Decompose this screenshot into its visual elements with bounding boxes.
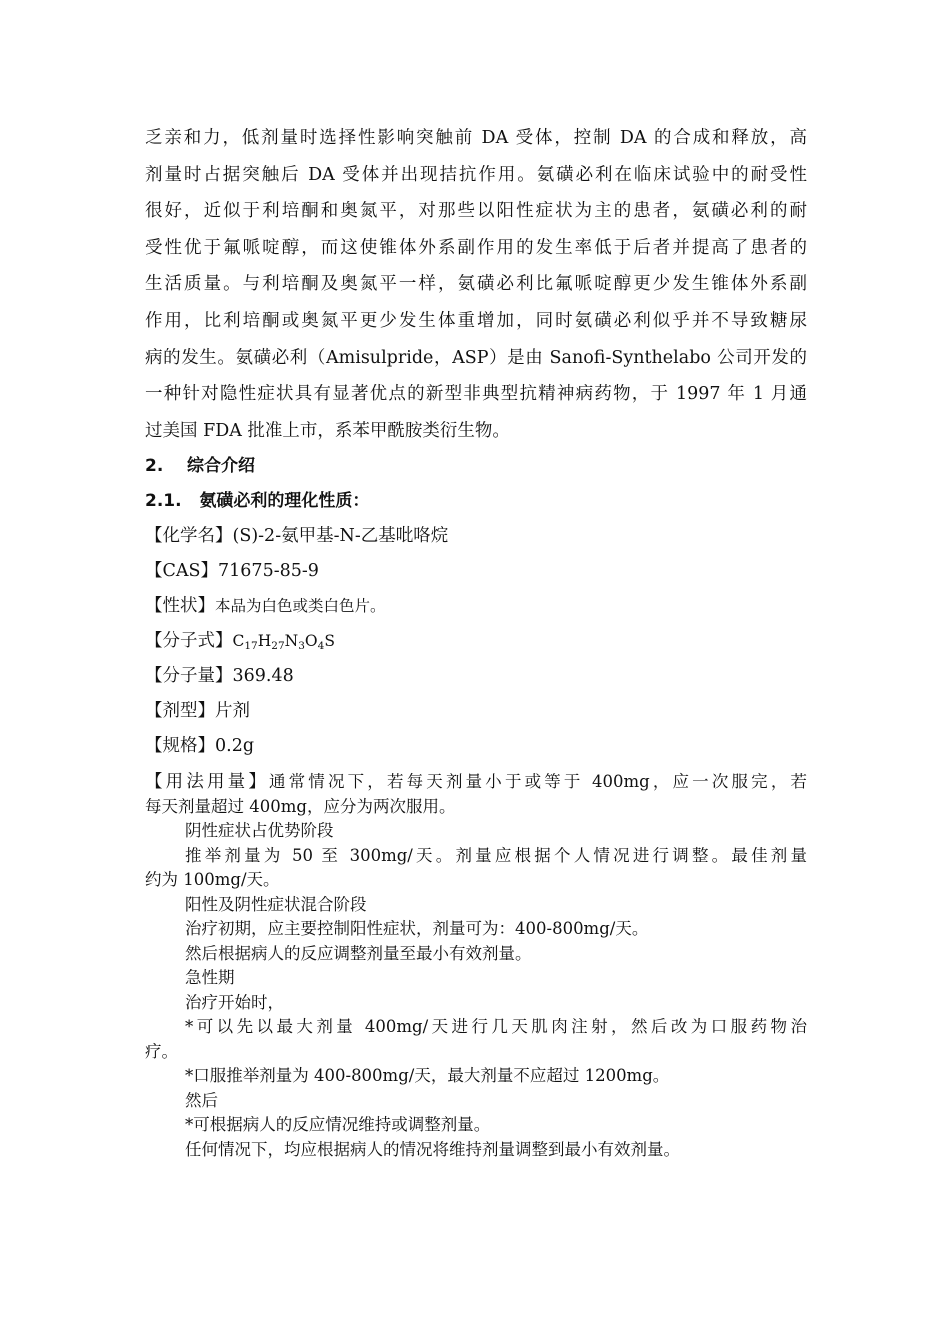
- page-content: [145, 120, 807, 1162]
- field-value: 片剂: [215, 701, 250, 722]
- formula-element: S: [324, 632, 335, 651]
- field-label: 【CAS】: [145, 561, 219, 582]
- usage-line: 任何情况下，均应根据病人的情况将维持剂量调整到最小有效剂量。: [185, 1139, 680, 1159]
- field-label: 【分子式】: [145, 631, 233, 652]
- field-label: 【分子量】: [145, 666, 233, 687]
- usage-text: 通常情况下，若每天剂量小于或等于 400mg，应一次服完，若: [268, 772, 808, 792]
- intro-line: 病的发生。氨磺必利（Amisulpride，ASP）是由 Sanofi-Synthelabo 公司开发的: [145, 347, 807, 368]
- usage-line: *可以先以最大剂量 400mg/天进行几天肌肉注射，然后改为口服药物治: [185, 1017, 807, 1037]
- field-label: 【化学名】: [145, 526, 233, 547]
- chem-name-field: [145, 519, 807, 554]
- intro-line: 生活质量。与利培酮及奥氮平一样，氨磺必利比氟哌啶醇更少发生锥体外系副: [145, 274, 807, 295]
- field-label: 【用法用量】: [145, 772, 269, 793]
- field-value: 本品为白色或类白色片。: [215, 597, 386, 616]
- formula-field: [145, 624, 807, 659]
- formula-element: H: [257, 632, 272, 651]
- usage-dosage-section: [145, 770, 807, 1162]
- formula-subscript: 17: [244, 640, 258, 653]
- formula-subscript: 4: [317, 640, 325, 653]
- usage-line: [145, 770, 807, 795]
- usage-line: *可根据病人的反应情况维持或调整剂量。: [185, 1115, 491, 1135]
- field-value: 0.2g: [215, 736, 255, 757]
- molecular-formula: [232, 632, 335, 653]
- section-heading-2: 2. 综合介绍: [145, 456, 255, 477]
- field-label: 【规格】: [145, 736, 215, 757]
- usage-line: 然后: [185, 1090, 218, 1110]
- appearance-field: [145, 589, 807, 624]
- usage-line: 治疗开始时，: [185, 992, 284, 1012]
- intro-line: 作用，比利培酮或奥氮平更少发生体重增加，同时氨磺必利似乎并不导致糖尿: [145, 310, 807, 331]
- formula-element: C: [232, 632, 245, 651]
- usage-line: 急性期: [185, 968, 235, 988]
- formula-element: O: [304, 632, 318, 651]
- intro-line: 受性优于氟哌啶醇，而这使锥体外系副作用的发生率低于后者并提高了患者的: [145, 237, 807, 258]
- intro-line: 过美国 FDA 批准上市，系苯甲酰胺类衍生物。: [145, 420, 510, 441]
- specification-field: [145, 729, 807, 764]
- field-value: 369.48: [232, 666, 294, 687]
- intro-line: 乏亲和力，低剂量时选择性影响突触前 DA 受体，控制 DA 的合成和释放，高: [145, 128, 807, 148]
- formula-subscript: 3: [298, 640, 305, 653]
- usage-line: 每天剂量超过 400mg，应分为两次服用。: [145, 796, 456, 816]
- usage-line: 疗。: [145, 1041, 178, 1061]
- dosage-form-field: [145, 694, 807, 729]
- usage-line: 约为 100mg/天。: [145, 870, 280, 890]
- section-heading-2-1: 2.1. 氨磺必利的理化性质：: [145, 491, 370, 512]
- intro-line: 一种针对隐性症状具有显著优点的新型非典型抗精神病药物，于 1997 年 1 月通: [145, 384, 807, 405]
- formula-subscript: 27: [271, 640, 285, 653]
- usage-line: *口服推举剂量为 400-800mg/天，最大剂量不应超过 1200mg。: [185, 1066, 670, 1086]
- field-value: (S)-2-氨甲基-N-乙基吡咯烷: [232, 526, 449, 547]
- usage-line: 推举剂量为 50 至 300mg/天。剂量应根据个人情况进行调整。最佳剂量: [185, 845, 807, 865]
- intro-line: 很好，近似于利培酮和奥氮平，对那些以阳性症状为主的患者，氨磺必利的耐: [145, 201, 807, 222]
- usage-line: 治疗初期，应主要控制阳性症状，剂量可为：400-800mg/天。: [185, 919, 649, 939]
- usage-line: 阴性症状占优势阶段: [185, 821, 334, 841]
- cas-field: [145, 554, 807, 589]
- usage-line: 阳性及阴性症状混合阶段: [185, 894, 367, 914]
- formula-element: N: [284, 632, 299, 651]
- usage-line: 然后根据病人的反应调整剂量至最小有效剂量。: [185, 943, 532, 963]
- intro-paragraph: [145, 120, 807, 449]
- field-label: 【性状】: [145, 596, 215, 617]
- field-label: 【剂型】: [145, 701, 215, 722]
- intro-line: 剂量时占据突触后 DA 受体并出现拮抗作用。氨磺必利在临床试验中的耐受性: [145, 164, 807, 185]
- field-value: 71675-85-9: [218, 561, 319, 582]
- molecular-weight-field: [145, 659, 807, 694]
